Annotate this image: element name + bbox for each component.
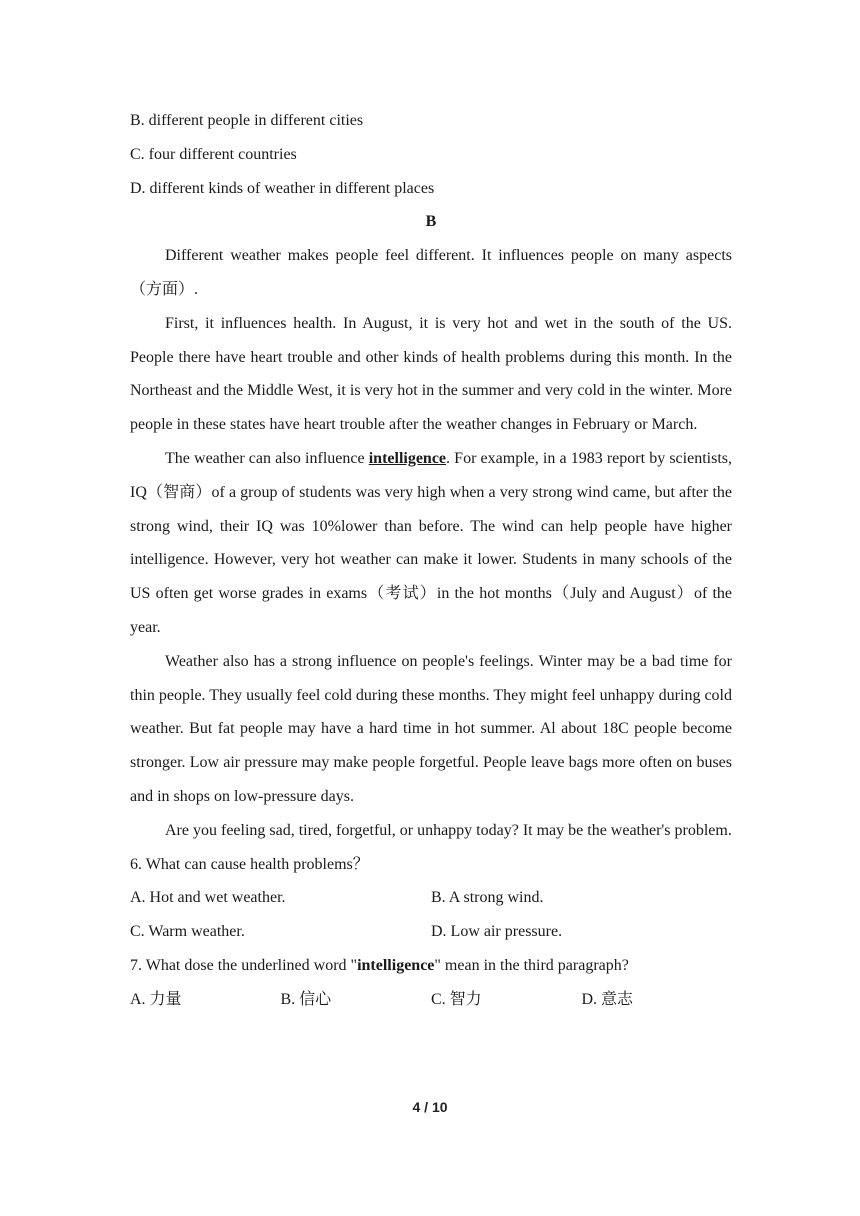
prev-option-b: B. different people in different cities bbox=[130, 112, 364, 129]
question-7-stem bbox=[130, 949, 732, 983]
question-6-option-b: B. A strong wind. bbox=[431, 889, 544, 907]
question-6-option-a: A. Hot and wet weather. bbox=[130, 889, 286, 907]
paragraph-5: Are you feeling sad, tired, forgetful, or unhappy today? It may be the weather's problem. bbox=[165, 821, 732, 839]
paragraph-2: First, it influences health. In August, it is very hot and wet in the south of the US. People there have heart trouble and other kinds of health problems during this month. In the Northeast and the Middle West, it is very hot in the summer and very cold in the winter. More people in these states have heart trouble after the weather changes in February or March. bbox=[130, 314, 732, 434]
question-7-option-a: A. 力量 bbox=[130, 990, 182, 1008]
question-6-option-d: D. Low air pressure. bbox=[431, 923, 563, 941]
page-number: 4 / 10 bbox=[412, 1099, 448, 1115]
question-7-option-b: B. 信心 bbox=[280, 990, 332, 1008]
document-page bbox=[130, 104, 732, 1017]
underlined-word: intelligence bbox=[368, 449, 447, 467]
question-6-option-c: C. Warm weather. bbox=[130, 923, 245, 941]
paragraph-3-before: The weather can also influence bbox=[165, 449, 369, 467]
question-6-options-row-1 bbox=[130, 881, 732, 915]
question-7-option-d: D. 意志 bbox=[581, 990, 634, 1008]
question-7-options bbox=[130, 983, 732, 1017]
question-7-keyword: intelligence bbox=[357, 956, 435, 974]
question-7-stem-after: " mean in the third paragraph? bbox=[434, 956, 629, 974]
paragraph-3 bbox=[130, 442, 732, 645]
question-6-stem: 6. What can cause health problems？ bbox=[130, 855, 369, 873]
prev-option-d: D. different kinds of weather in different places bbox=[130, 179, 435, 197]
paragraph-1: Different weather makes people feel different. It influences people on many aspects（方面）. bbox=[130, 247, 732, 298]
section-title: B bbox=[425, 213, 437, 231]
prev-option-c: C. four different countries bbox=[130, 145, 297, 163]
question-6-options-row-2 bbox=[130, 915, 732, 949]
question-7-option-c: C. 智力 bbox=[431, 990, 482, 1008]
paragraph-3-after: . For example, in a 1983 report by scientists, IQ（智商）of a group of students was very high when a very strong wind came, but after the strong wind, their IQ was 10%lower than before. The wind can help people have higher intelligence. However, very hot weather can make it lower. Students in many schools of the US often get worse grades in exams（考试）in the hot months（July and August）of the year. bbox=[130, 449, 732, 636]
paragraph-4: Weather also has a strong influence on people's feelings. Winter may be a bad time for thin people. They usually feel cold during these months. They might feel unhappy during cold weather. But fat people may have a hard time in hot summer. Al about 18C people become stronger. Low air pressure may make people forgetful. People leave bags more often on buses and in shops on low-pressure days. bbox=[130, 652, 732, 805]
question-7-stem-before: 7. What dose the underlined word " bbox=[130, 956, 358, 974]
